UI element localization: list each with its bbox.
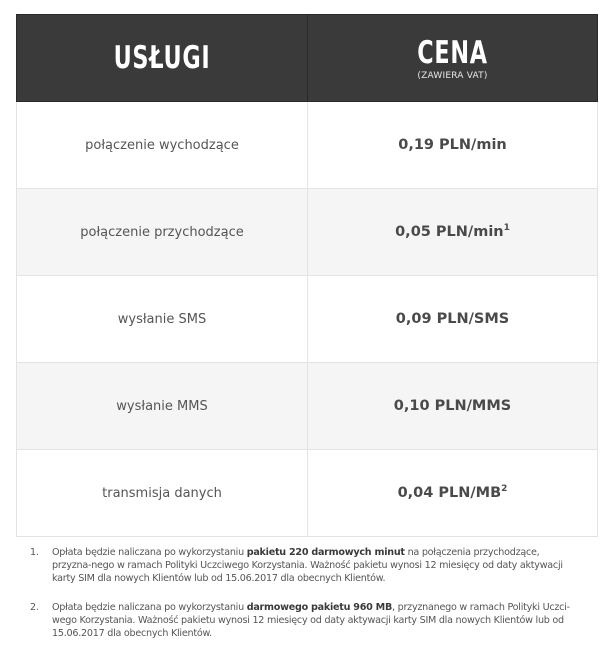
service-cell: wysłanie SMS: [17, 276, 308, 363]
price-value: 0,04 PLN/MB: [397, 485, 502, 501]
table-row: [17, 189, 598, 276]
price-cell: [308, 102, 598, 189]
footnote-item: [30, 601, 578, 640]
service-cell: transmisja danych: [17, 450, 308, 537]
footnote-text-post: na połączenia przychodzące, przyzna-nego w ramach Polityki Uczciwego Korzystania. Ważność pakietu wynosi 12 miesięcy od daty aktywacji karty SIM dla nowych Klientów lub od 15.06.2017 dla obecnych Klientów.: [52, 547, 563, 584]
service-cell: wysłanie MMS: [17, 363, 308, 450]
price-header-title: CENA: [417, 34, 488, 71]
table-row: [17, 102, 598, 189]
price-cell: [308, 276, 598, 363]
price-column-header: [308, 15, 598, 102]
footnote-item: [30, 546, 578, 585]
footnote-text-bold: darmowego pakietu 960 MB: [246, 602, 393, 613]
footnote-number: 1.: [30, 547, 39, 558]
price-value: 0,10 PLN/MMS: [393, 398, 512, 414]
services-column-header: [17, 15, 308, 102]
price-value: 0,19 PLN/min: [398, 137, 507, 153]
price-table: [16, 14, 598, 537]
price-header-subtitle: (ZAWIERA VAT): [417, 70, 488, 81]
footnote-ref: 2: [501, 484, 508, 495]
price-cell: [308, 450, 598, 537]
footnote-text-pre: Opłata będzie naliczana po wykorzystaniu: [52, 602, 247, 613]
service-cell: połączenie przychodzące: [17, 189, 308, 276]
table-row: [17, 276, 598, 363]
table-header-row: [17, 15, 598, 102]
service-cell: połączenie wychodzące: [17, 102, 308, 189]
price-cell: [308, 189, 598, 276]
table-row: [17, 363, 598, 450]
footnote-number: 2.: [30, 602, 39, 613]
price-value: 0,05 PLN/min: [395, 224, 504, 240]
price-value: 0,09 PLN/SMS: [395, 311, 510, 327]
footnote-text-pre: Opłata będzie naliczana po wykorzystaniu: [52, 547, 247, 558]
services-header-title: USŁUGI: [113, 40, 211, 76]
price-cell: [308, 363, 598, 450]
footnote-text-post: , przyznanego w ramach Polityki Uczci-wego Korzystania. Ważność pakietu wynosi 12 miesięcy od daty aktywacji karty SIM dla nowych Klientów lub od 15.06.2017 dla obecnych Klientów.: [52, 602, 570, 639]
table-row: [17, 450, 598, 537]
footnotes: [30, 546, 578, 656]
footnote-text-bold: pakietu 220 darmowych minut: [246, 547, 405, 558]
footnote-ref: 1: [503, 223, 510, 234]
